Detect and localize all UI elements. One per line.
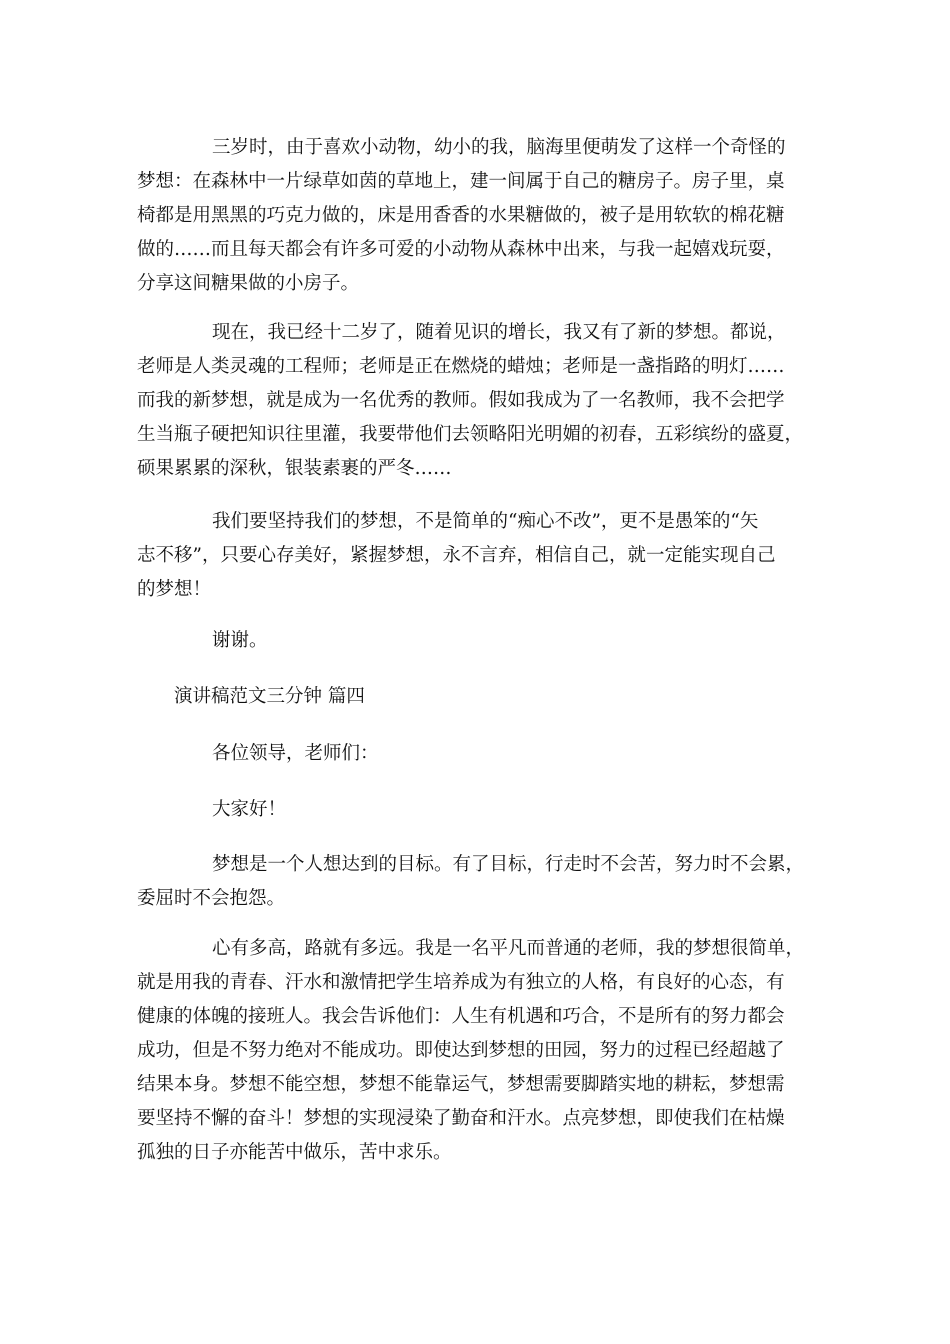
paragraph-line: 大家好！ [212,799,287,820]
paragraph-dream-goal [137,848,827,916]
paragraph-persist-dream [137,505,827,607]
paragraph-line: 心有多高，路就有多远。我是一名平凡而普通的老师，我的梦想很简单， [212,938,805,959]
paragraph-line: 谢谢。 [212,630,268,651]
section-heading [137,680,827,714]
paragraph-line: 生当瓶子硬把知识往里灌，我要带他们去领略阳光明媚的初春，五彩缤纷的盛夏， [137,424,804,445]
paragraph-new-dream [137,316,827,486]
paragraph-line: 椅都是用黑黑的巧克力做的，床是用香香的水果糖做的，被子是用软软的棉花糖 [137,205,785,226]
paragraph-line: 梦想：在森林中一片绿草如茵的草地上，建一间属于自己的糖房子。房子里，桌 [137,171,785,192]
paragraph-line: 要坚持不懈的奋斗！梦想的实现浸染了勤奋和汗水。点亮梦想，即使我们在枯燥 [137,1108,785,1129]
paragraph-line: 硕果累累的深秋，银装素裹的严冬…… [137,458,452,479]
paragraph-line: 梦想是一个人想达到的目标。有了目标，行走时不会苦，努力时不会累， [212,854,805,875]
paragraph-line: 志不移”，只要心存美好，紧握梦想，永不言弃，相信自己，就一定能实现自己 [137,545,776,566]
paragraph-line: 老师是人类灵魂的工程师；老师是正在燃烧的蜡烛；老师是一盏指路的明灯…… [137,356,785,377]
paragraph-line: 就是用我的青春、汗水和激情把学生培养成为有独立的人格，有良好的心态，有 [137,972,785,993]
paragraph-line: 我们要坚持我们的梦想，不是简单的“痴心不改”，更不是愚笨的“矢 [212,511,759,532]
paragraph-line: 的梦想！ [137,579,212,600]
paragraph-line: 孤独的日子亦能苦中做乐，苦中求乐。 [137,1142,452,1163]
paragraph-line: 委屈时不会抱怨。 [137,888,286,909]
paragraph-line: 分享这间糖果做的小房子。 [137,273,360,294]
paragraph-teacher-dream [137,932,827,1170]
paragraph-line: 做的……而且每天都会有许多可爱的小动物从森林中出来，与我一起嬉戏玩耍， [137,239,785,260]
paragraph-line: 现在，我已经十二岁了，随着见识的增长，我又有了新的梦想。都说， [212,322,786,343]
heading-text: 演讲稿范文三分钟 篇四 [174,686,365,707]
paragraph-hello [137,793,827,827]
paragraph-line: 三岁时，由于喜欢小动物，幼小的我，脑海里便萌发了这样一个奇怪的 [212,137,786,158]
paragraph-thanks [137,624,827,658]
paragraph-childhood-dream [137,131,827,301]
paragraph-line: 而我的新梦想，就是成为一名优秀的教师。假如我成为了一名教师，我不会把学 [137,390,785,411]
paragraph-greeting [137,737,827,771]
paragraph-line: 健康的体魄的接班人。我会告诉他们：人生有机遇和巧合，不是所有的努力都会 [137,1006,785,1027]
paragraph-line: 结果本身。梦想不能空想，梦想不能靠运气，梦想需要脚踏实地的耕耘，梦想需 [137,1074,785,1095]
paragraph-line: 各位领导，老师们： [212,743,379,764]
paragraph-line: 成功，但是不努力绝对不能成功。即使达到梦想的田园，努力的过程已经超越了 [137,1040,785,1061]
